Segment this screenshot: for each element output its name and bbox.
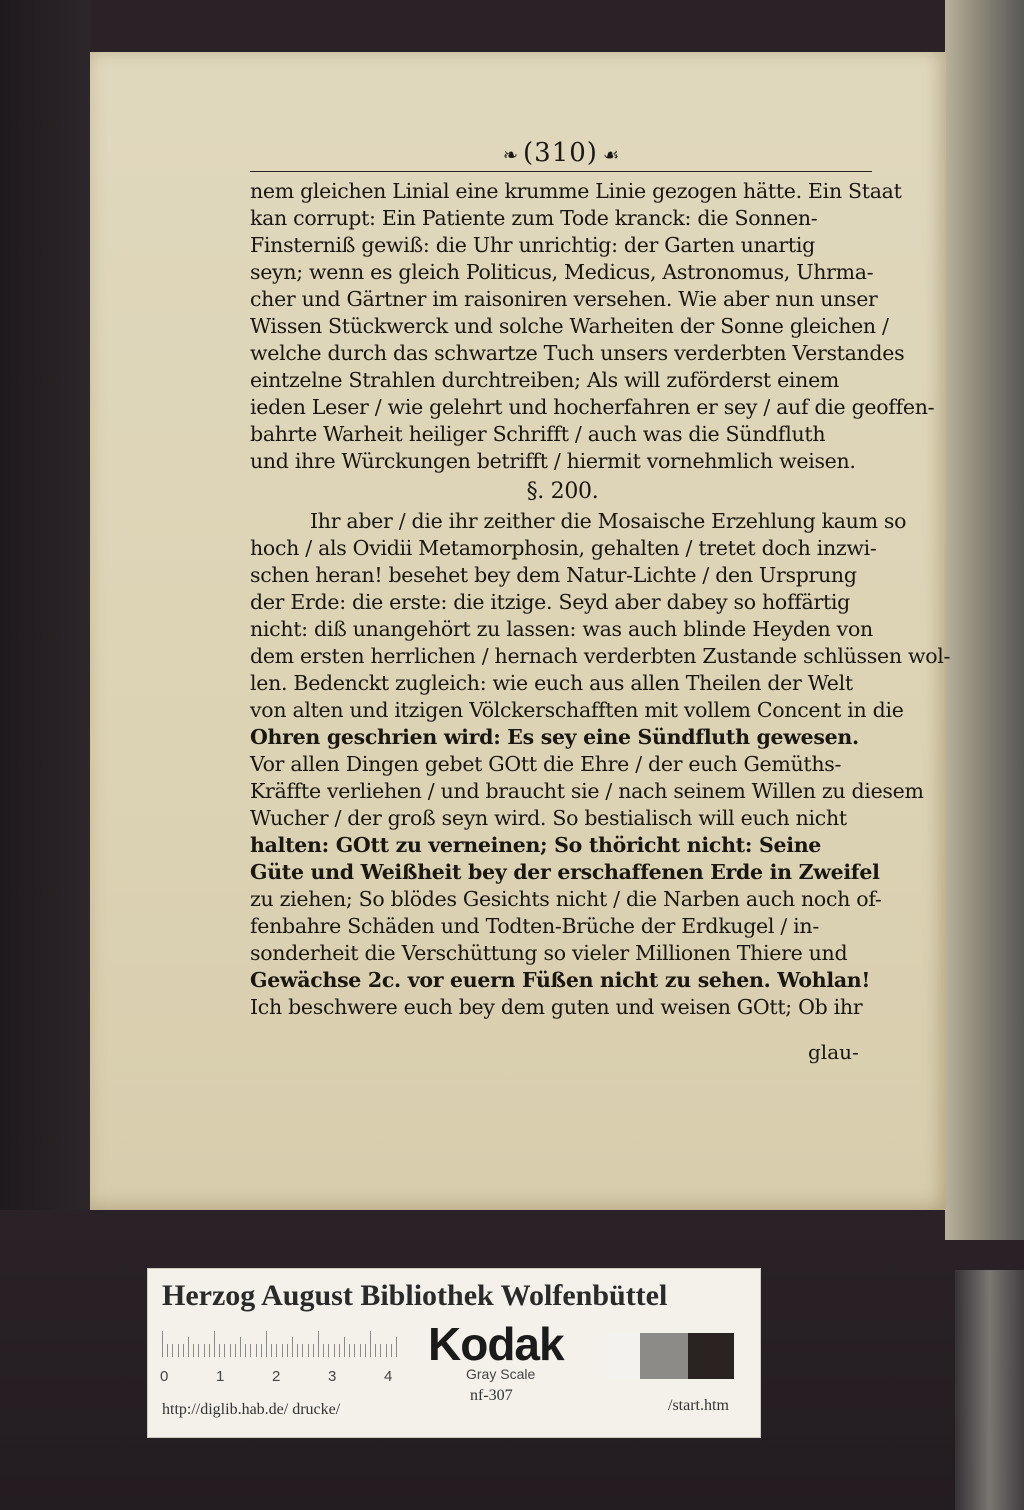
ruler-tick — [370, 1331, 371, 1357]
text-line: nicht: diß unangehört zu lassen: was auch blinde Heyden von — [250, 617, 873, 641]
ruler-tick — [183, 1344, 184, 1357]
text-line: seyn; wenn es gleich Politicus, Medicus, Astronomus, Uhrma- — [250, 260, 874, 284]
ruler-numbers — [160, 1368, 400, 1386]
gray-scale-label: Gray Scale — [466, 1366, 536, 1382]
ruler-tick — [172, 1344, 173, 1357]
ruler-tick — [380, 1344, 381, 1357]
ruler-tick — [188, 1337, 189, 1357]
ruler-tick — [386, 1344, 387, 1357]
text-line: Ihr aber / die ihr zeither die Mosaische Erzehlung kaum so — [310, 509, 907, 533]
ruler-tick — [339, 1344, 340, 1357]
text-line: ieden Leser / wie gelehrt und hocherfahren er sey / auf die geoffen- — [250, 395, 935, 419]
swatch-gray — [640, 1333, 688, 1379]
text-line: len. Bedenckt zugleich: wie euch aus allen Theilen der Welt — [250, 671, 853, 695]
ruler-tick — [235, 1344, 236, 1357]
right-ornament-icon: ☙ — [603, 145, 620, 166]
text-line: sonderheit die Verschüttung so vieler Millionen Thiere und — [250, 941, 848, 965]
ruler-tick — [256, 1344, 257, 1357]
ruler-tick — [178, 1344, 179, 1357]
ruler-number: 2 — [272, 1368, 281, 1385]
ruler-tick — [282, 1344, 283, 1357]
ruler-tick — [167, 1344, 168, 1357]
ruler-tick — [261, 1344, 262, 1357]
ruler-tick — [318, 1331, 319, 1357]
ruler-number: 0 — [160, 1368, 169, 1385]
adjacent-book-edge — [955, 1270, 1024, 1510]
ruler-tick — [308, 1344, 309, 1357]
text-line: welche durch das schwartze Tuch unsers verderbten Verstandes — [250, 341, 905, 365]
catchword: glau- — [808, 1040, 859, 1064]
page-header — [250, 135, 872, 175]
ruler-tick — [240, 1337, 241, 1357]
text-line: nem gleichen Linial eine krumme Linie gezogen hätte. Ein Staat — [250, 179, 902, 203]
ruler-tick — [214, 1331, 215, 1357]
page-number: (310) — [523, 138, 598, 168]
text-line: Güte und Weißheit bey der erschaffenen Erde in Zweifel — [250, 860, 880, 884]
text-line: zu ziehen; So blödes Gesichts nicht / die Narben auch noch of- — [250, 887, 882, 911]
ruler-tick — [219, 1344, 220, 1357]
text-line: Ohren geschrien wird: Es sey eine Sündfluth gewesen. — [250, 725, 859, 749]
text-line: dem ersten herrlichen / hernach verderbten Zustande schlüssen wol- — [250, 644, 951, 668]
kodak-logo: Kodak — [428, 1318, 564, 1370]
text-line: Finsterniß gewiß: die Uhr unrichtig: der Garten unartig — [250, 233, 815, 257]
ruler-tick — [209, 1344, 210, 1357]
shelfmark-code: nf-307 — [470, 1387, 513, 1404]
ruler-tick — [344, 1337, 345, 1357]
ruler-number: 3 — [328, 1368, 337, 1385]
header-rule — [250, 171, 872, 172]
ruler-tick — [162, 1331, 163, 1357]
ruler-tick — [302, 1344, 303, 1357]
ruler-tick — [391, 1344, 392, 1357]
ruler-tick — [250, 1344, 251, 1357]
ruler-tick — [349, 1344, 350, 1357]
text-line: hoch / als Ovidii Metamorphosin, gehalten / tretet doch inzwi- — [250, 536, 877, 560]
text-line: und ihre Würckungen betrifft / hiermit vornehmlich weisen. — [250, 449, 856, 473]
text-line: Wucher / der groß seyn wird. So bestialisch will euch nicht — [250, 806, 847, 830]
text-line: kan corrupt: Ein Patiente zum Tode kranck: die Sonnen- — [250, 206, 818, 230]
section-heading: §. 200. — [526, 479, 599, 504]
text-line: Ich beschwere euch bey dem guten und weisen GOtt; Ob ihr — [250, 995, 863, 1019]
text-line: eintzelne Strahlen durchtreiben; Als will zuförderst einem — [250, 368, 840, 392]
library-name: Herzog August Bibliothek Wolfenbüttel — [162, 1279, 668, 1312]
facing-page-edge — [945, 0, 1024, 1240]
left-ornament-icon: ❧ — [502, 145, 518, 166]
text-line: halten: GOtt zu verneinen; So thöricht nicht: Seine — [250, 833, 822, 857]
ruler-tick — [224, 1344, 225, 1357]
ruler-tick — [230, 1344, 231, 1357]
swatch-white — [608, 1333, 640, 1379]
ruler-tick — [198, 1344, 199, 1357]
text-line: Gewächse 2c. vor euern Füßen nicht zu sehen. Wohlan! — [250, 968, 871, 992]
ruler-tick — [323, 1344, 324, 1357]
ruler-tick — [292, 1337, 293, 1357]
library-label — [147, 1268, 761, 1438]
ruler-tick — [360, 1344, 361, 1357]
swatch-black — [688, 1333, 734, 1379]
ruler-tick — [271, 1344, 272, 1357]
ruler-tick — [334, 1344, 335, 1357]
text-line: der Erde: die erste: die itzige. Seyd aber dabey so hoffärtig — [250, 590, 850, 614]
ruler-tick — [396, 1337, 397, 1357]
text-line: Wissen Stückwerck und solche Warheiten der Sonne gleichen / — [250, 314, 889, 338]
text-line: von alten und itzigen Völckerschafften mit vollem Concent in die — [250, 698, 904, 722]
text-line: Kräffte verliehen / und braucht sie / nach seinem Willen zu diesem — [250, 779, 924, 803]
gray-scale-swatches — [608, 1333, 734, 1379]
ruler-tick — [287, 1344, 288, 1357]
text-line: Vor allen Dingen gebet GOtt die Ehre / der euch Gemüths- — [250, 752, 842, 776]
ruler-tick — [313, 1344, 314, 1357]
ruler-tick — [193, 1344, 194, 1357]
ruler-tick — [365, 1344, 366, 1357]
ruler-tick — [297, 1344, 298, 1357]
ruler-tick — [276, 1344, 277, 1357]
ruler-tick — [375, 1344, 376, 1357]
url-left: http://diglib.hab.de/ drucke/ — [162, 1401, 341, 1418]
text-line: cher und Gärtner im raisoniren versehen. Wie aber nun unser — [250, 287, 878, 311]
ruler-tick — [328, 1344, 329, 1357]
ruler-tick — [354, 1344, 355, 1357]
text-line: bahrte Warheit heiliger Schrifft / auch was die Sündfluth — [250, 422, 826, 446]
scale-ruler — [162, 1329, 398, 1367]
ruler-tick — [204, 1344, 205, 1357]
ruler-number: 4 — [384, 1368, 393, 1385]
url-right: /start.htm — [668, 1397, 729, 1414]
ruler-tick — [245, 1344, 246, 1357]
ruler-number: 1 — [216, 1368, 225, 1385]
text-line: fenbahre Schäden und Todten-Brüche der Erdkugel / in- — [250, 914, 819, 938]
text-line: schen heran! besehet bey dem Natur-Lichte / den Ursprung — [250, 563, 857, 587]
ruler-tick — [266, 1331, 267, 1357]
